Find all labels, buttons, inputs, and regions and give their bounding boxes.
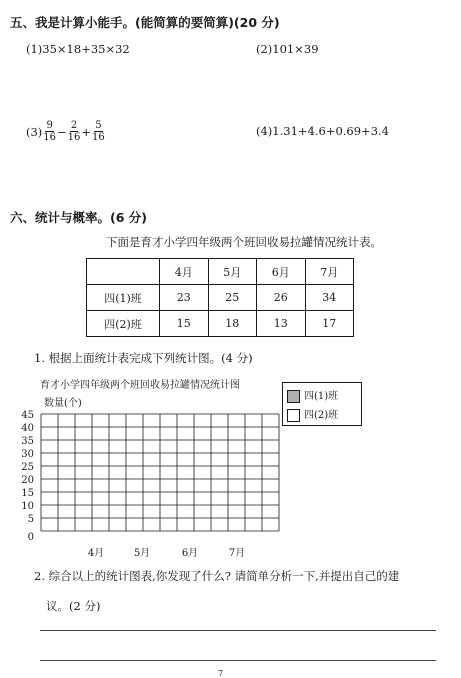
legend-item-class2 [287,406,338,422]
ytick-label: 30 [21,449,34,460]
chart-grid [40,410,282,540]
ytick-label: 0 [27,532,34,543]
table-cell: 18 [208,311,257,337]
calc-q3-op1: − [57,124,67,139]
table-row [87,285,354,311]
page-number: 7 [218,669,224,678]
fraction-3-den: 16 [92,132,105,143]
table-cell: 25 [208,285,257,311]
xtick-label: 7月 [228,548,246,559]
xtick-label: 4月 [87,548,105,559]
chart-ylabel: 数量(个) [44,398,82,409]
table-header-cell: 6月 [257,259,306,285]
ytick-label: 20 [21,475,34,486]
ytick-label: 10 [21,501,34,512]
legend-label-class1: 四(1)班 [304,391,339,402]
calc-q3 [26,120,106,143]
legend-swatch-class2 [287,409,300,422]
chart-question: 1. 根据上面统计表完成下列统计图。(4 分) [34,351,253,365]
analysis-question-line1: 2. 综合以上的统计图表,你发现了什么? 请简单分析一下,并提出自己的建 [34,569,400,583]
section5-title: 五、我是计算小能手。(能简算的要简算)(20 分) [10,15,280,30]
table-cell: 26 [257,285,306,311]
table-header-cell [87,259,160,285]
table-header-row [87,259,354,285]
table-cell: 23 [160,285,209,311]
chart-legend [282,382,362,426]
row-label: 四(2)班 [87,311,160,337]
ytick-label: 35 [21,436,34,447]
section6-title: 六、统计与概率。(6 分) [10,210,147,225]
table-header-cell: 4月 [160,259,209,285]
fraction-2-den: 16 [67,132,81,143]
ytick-label: 40 [21,423,34,434]
fraction-1 [43,120,56,143]
fraction-3 [92,120,105,143]
table-row [87,311,354,337]
stats-table [86,258,354,337]
calc-q3-op2: + [81,124,92,139]
calc-q1: (1)35×18+35×32 [26,42,130,56]
chart-title: 育才小学四年级两个班回收易拉罐情况统计图 [40,380,240,391]
answer-line[interactable] [40,630,436,631]
table-cell: 17 [305,311,354,337]
table-cell: 15 [160,311,209,337]
ytick-label: 5 [27,514,34,525]
answer-line[interactable] [40,660,436,661]
table-header-cell: 5月 [208,259,257,285]
ytick-label: 45 [21,410,34,421]
legend-swatch-class1 [287,390,300,403]
table-header-cell: 7月 [305,259,354,285]
legend-item-class1 [287,387,338,403]
fraction-1-den: 16 [43,132,57,143]
analysis-question-line2: 议。(2 分) [46,599,101,613]
row-label: 四(1)班 [87,285,160,311]
fraction-3-num: 5 [95,120,102,131]
calc-q4: (4)1.31+4.6+0.69+3.4 [256,124,389,138]
xtick-label: 6月 [181,548,199,559]
fraction-1-num: 9 [46,120,53,131]
calc-q2: (2)101×39 [256,42,319,56]
ytick-label: 25 [21,462,34,473]
table-cell: 13 [257,311,306,337]
legend-label-class2: 四(2)班 [304,410,339,421]
fraction-2 [68,120,81,143]
table-intro: 下面是育才小学四年级两个班回收易拉罐情况统计表。 [106,235,382,249]
ytick-label: 15 [21,488,34,499]
calc-q3-prefix: (3) [26,124,43,139]
fraction-2-num: 2 [70,120,78,131]
table-cell: 34 [305,285,354,311]
xtick-label: 5月 [133,548,151,559]
